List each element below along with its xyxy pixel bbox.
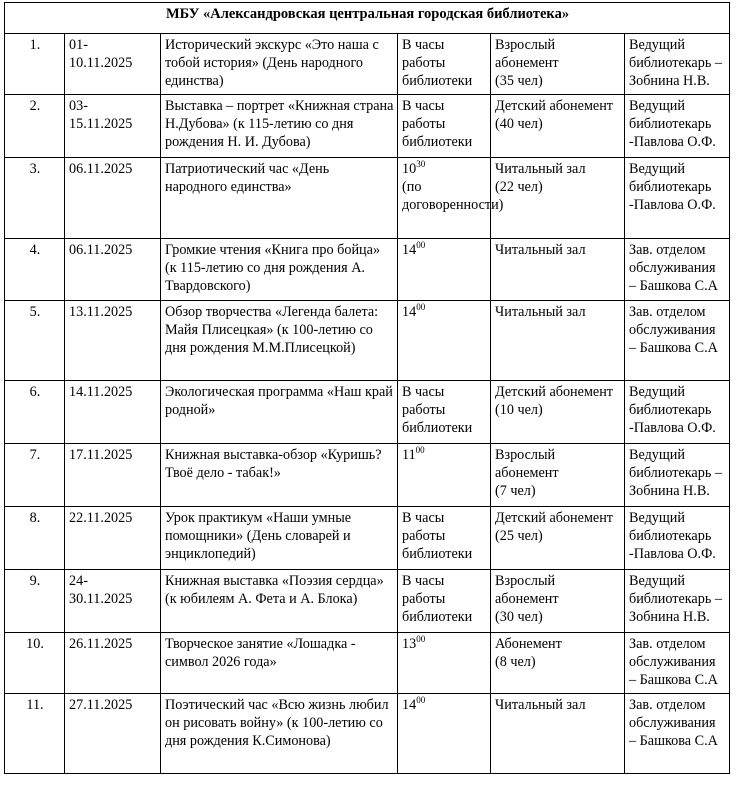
title-row	[5, 3, 730, 34]
table-row	[5, 301, 730, 381]
event-responsible: Ведущий библиотекарь -Павлова О.Ф.	[625, 95, 730, 158]
row-number: 5.	[5, 301, 65, 381]
event-place: Взрослый абонемент (7 чел)	[491, 444, 625, 507]
event-title: Патриотический час «День народного единства»	[161, 158, 398, 239]
event-date: 06.11.2025	[65, 158, 161, 239]
event-date: 06.11.2025	[65, 239, 161, 301]
event-time	[398, 301, 491, 381]
event-date: 03- 15.11.2025	[65, 95, 161, 158]
time-hours: 10	[402, 161, 417, 177]
event-title: Исторический экскурс «Это наша с тобой история» (День народного единства)	[161, 34, 398, 95]
event-title: Выставка – портрет «Книжная страна Н.Дубова» (к 115-летию со дня рождения Н. И. Дубова)	[161, 95, 398, 158]
event-place: Читальный зал	[491, 301, 625, 381]
table-row	[5, 381, 730, 444]
event-date: 22.11.2025	[65, 507, 161, 570]
row-number: 9.	[5, 570, 65, 633]
event-responsible: Зав. отделом обслуживания – Башкова С.А	[625, 301, 730, 381]
table-row	[5, 694, 730, 774]
table-row	[5, 95, 730, 158]
event-title: Урок практикум «Наши умные помощники» (День словарей и энциклопедий)	[161, 507, 398, 570]
event-time	[398, 444, 491, 507]
row-number: 7.	[5, 444, 65, 507]
table-row	[5, 158, 730, 239]
event-date: 24- 30.11.2025	[65, 570, 161, 633]
event-time	[398, 239, 491, 301]
events-table	[4, 2, 730, 774]
event-place: Читальный зал (22 чел)	[491, 158, 625, 239]
event-time: В часы работы библиотеки	[398, 34, 491, 95]
event-place: Взрослый абонемент (35 чел)	[491, 34, 625, 95]
table-row	[5, 507, 730, 570]
time-hours: 14	[402, 697, 417, 713]
row-number: 10.	[5, 633, 65, 694]
time-hours: 13	[402, 636, 417, 652]
event-place: Детский абонемент (40 чел)	[491, 95, 625, 158]
event-date: 26.11.2025	[65, 633, 161, 694]
event-title: Громкие чтения «Книга про бойца» (к 115-летию со дня рождения А. Твардовского)	[161, 239, 398, 301]
table-body	[5, 34, 730, 774]
row-number: 8.	[5, 507, 65, 570]
event-place: Взрослый абонемент (30 чел)	[491, 570, 625, 633]
event-title: Поэтический час «Всю жизнь любил он рисовать войну» (к 100-летию со дня рождения К.Симонова)	[161, 694, 398, 774]
row-number: 4.	[5, 239, 65, 301]
row-number: 6.	[5, 381, 65, 444]
event-date: 13.11.2025	[65, 301, 161, 381]
event-responsible: Зав. отделом обслуживания – Башкова С.А	[625, 694, 730, 774]
time-hours: 14	[402, 304, 417, 320]
time-hours: 11	[402, 447, 416, 463]
time-minutes: 00	[416, 634, 426, 644]
event-date: 01- 10.11.2025	[65, 34, 161, 95]
row-number: 11.	[5, 694, 65, 774]
event-responsible: Зав. отделом обслуживания – Башкова С.А	[625, 239, 730, 301]
table-row	[5, 34, 730, 95]
event-responsible: Ведущий библиотекарь – Зобнина Н.В.	[625, 570, 730, 633]
event-responsible: Ведущий библиотекарь – Зобнина Н.В.	[625, 444, 730, 507]
time-minutes: 30	[416, 159, 426, 169]
table-row	[5, 633, 730, 694]
table-row	[5, 239, 730, 301]
event-responsible: Ведущий библиотекарь -Павлова О.Ф.	[625, 158, 730, 239]
time-minutes: 00	[416, 240, 426, 250]
event-responsible: Ведущий библиотекарь -Павлова О.Ф.	[625, 507, 730, 570]
event-title: Обзор творчества «Легенда балета: Майя Плисецкая» (к 100-летию со дня рождения М.М.Плисецкой)	[161, 301, 398, 381]
event-responsible: Ведущий библиотекарь -Павлова О.Ф.	[625, 381, 730, 444]
event-responsible: Зав. отделом обслуживания – Башкова С.А	[625, 633, 730, 694]
event-title: Творческое занятие «Лошадка - символ 2026 года»	[161, 633, 398, 694]
table-row	[5, 570, 730, 633]
event-title: Книжная выставка «Поэзия сердца» (к юбилеям А. Фета и А. Блока)	[161, 570, 398, 633]
row-number: 2.	[5, 95, 65, 158]
row-number: 1.	[5, 34, 65, 95]
event-place: Детский абонемент (25 чел)	[491, 507, 625, 570]
time-hours: 14	[402, 242, 417, 258]
event-place: Абонемент (8 чел)	[491, 633, 625, 694]
time-minutes: 00	[416, 695, 426, 705]
event-time	[398, 694, 491, 774]
event-place: Читальный зал	[491, 694, 625, 774]
event-time: $10^{30}$ (по договоренности)	[398, 158, 491, 239]
time-minutes: 00	[416, 302, 426, 312]
event-time: В часы работы библиотеки	[398, 95, 491, 158]
time-minutes: 00	[415, 445, 425, 455]
event-date: 27.11.2025	[65, 694, 161, 774]
event-place: Читальный зал	[491, 239, 625, 301]
event-date: 14.11.2025	[65, 381, 161, 444]
event-time	[398, 633, 491, 694]
event-title: Книжная выставка-обзор «Куришь? Твоё дело - табак!»	[161, 444, 398, 507]
event-title: Экологическая программа «Наш край родной»	[161, 381, 398, 444]
event-responsible: Ведущий библиотекарь – Зобнина Н.В.	[625, 34, 730, 95]
table-row	[5, 444, 730, 507]
event-time: В часы работы библиотеки	[398, 570, 491, 633]
row-number: 3.	[5, 158, 65, 239]
event-date: 17.11.2025	[65, 444, 161, 507]
table-title: МБУ «Александровская центральная городская библиотека»	[5, 3, 730, 34]
event-time: В часы работы библиотеки	[398, 381, 491, 444]
event-time: В часы работы библиотеки	[398, 507, 491, 570]
event-place: Детский абонемент (10 чел)	[491, 381, 625, 444]
